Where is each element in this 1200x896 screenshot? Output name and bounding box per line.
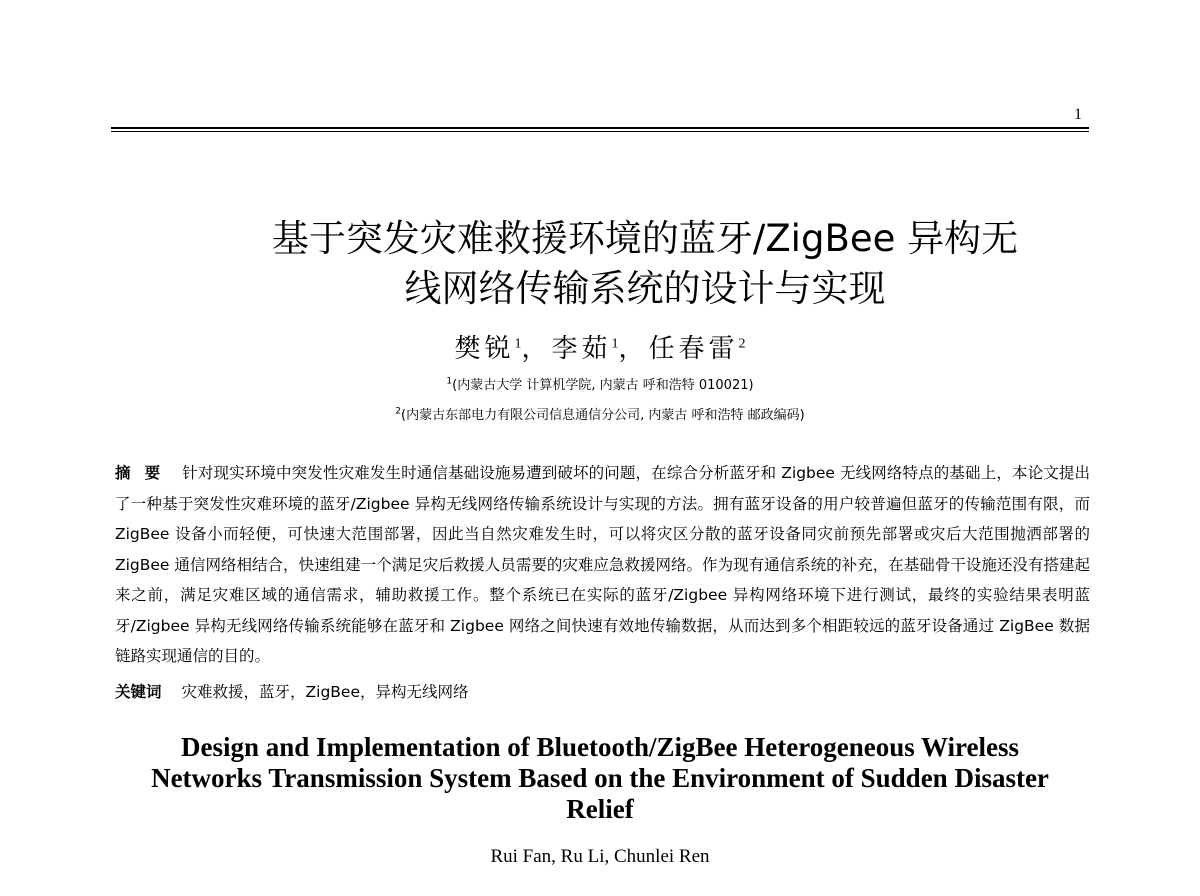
- author-list-en: Rui Fan, Ru Li, Chunlei Ren: [490, 846, 710, 867]
- affiliation-mark: 2: [738, 336, 746, 352]
- header-rule-thin: [111, 131, 1089, 132]
- affiliation-text: (内蒙古东部电力有限公司信息通信分公司, 内蒙古 呼和浩特 邮政编码): [401, 408, 805, 423]
- affiliation-mark: 2: [395, 406, 402, 417]
- abstract-label: 摘要: [115, 464, 175, 482]
- affiliation-1: [0, 374, 1200, 393]
- paper-title-en: [100, 732, 1100, 825]
- abstract-text: 针对现实环境中突发性灾难发生时通信基础设施易遭到破坏的问题，在综合分析蓝牙和 Zigbee 无线网络特点的基础上，本论文提出了一种基于突发性灾难环境的蓝牙/Zigbee 异构无线网络传输系统设计与实现的方法。拥有蓝牙设备的用户较普遍但蓝牙的传输范围有限，而 ZigBee 设备小而轻便，可快速大范围部署，因此当自然灾难发生时，可以将灾区分散的蓝牙设备同灾前预先部署或灾后大范围抛洒部署的 ZigBee 通信网络相结合，快速组建一个满足灾后救援人员需要的灾难应急救援网络。作为现有通信系统的补充，在基础骨干设施还没有搭建起来之前，满足灾难区域的通信需求，辅助救援工作。整个系统已在实际的蓝牙/Zigbee 异构网络环境下进行测试，最终的实验结果表明蓝牙/Zigbee 异构无线网络传输系统能够在蓝牙和 Zigbee 网络之间快速有效地传输数据，从而达到多个相距较远的蓝牙设备通过 ZigBee 数据链路实现通信的目的。: [115, 464, 1090, 665]
- affiliation-mark: 1: [446, 376, 453, 387]
- paper-title-en-line-2: Networks Transmission System Based on the Environment of Sudden Disaster: [151, 763, 1049, 793]
- author-separator: ，: [521, 334, 552, 364]
- paper-title-en-line-1: Design and Implementation of Bluetooth/ZigBee Heterogeneous Wireless: [181, 732, 1019, 762]
- author-name: 樊锐: [454, 334, 515, 364]
- affiliation-2: [0, 404, 1200, 423]
- keywords: [115, 677, 1090, 707]
- author-name: 任春雷: [648, 334, 739, 364]
- paper-title-cn-line-1: 基于突发灾难救援环境的蓝牙/ZigBee 异构无: [271, 217, 1019, 260]
- affiliation-mark: 1: [514, 336, 522, 352]
- author-separator: ，: [618, 334, 649, 364]
- author-name: 李茹: [551, 334, 612, 364]
- affiliation-mark: 1: [611, 336, 619, 352]
- header-rule: [111, 127, 1089, 129]
- paper-title-cn: [200, 214, 1090, 314]
- author-list-cn: [0, 328, 1200, 365]
- keywords-text: 灾难救援，蓝牙，ZigBee，异构无线网络: [181, 683, 469, 701]
- paper-title-en-line-3: Relief: [566, 794, 634, 824]
- paper-title-cn-line-2: 线网络传输系统的设计与实现: [404, 267, 886, 310]
- keywords-label: 关键词: [115, 683, 162, 701]
- affiliation-text: (内蒙古大学 计算机学院, 内蒙古 呼和浩特 010021): [452, 378, 754, 393]
- abstract: [115, 458, 1090, 672]
- page-number: 1: [1074, 106, 1082, 123]
